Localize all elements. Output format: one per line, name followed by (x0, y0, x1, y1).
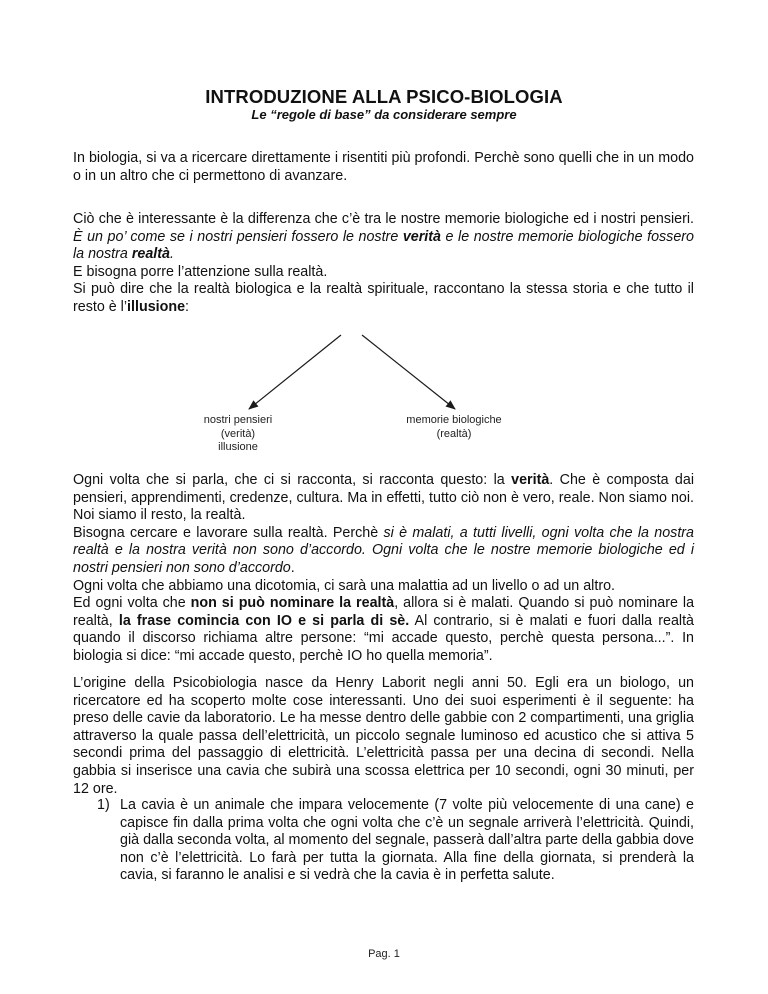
text-run: , allora si è malati. Quando si può nominare la realtà, (73, 595, 695, 629)
node-label-line: (realtà) (436, 427, 472, 440)
text-run: Bisogna cercare e lavorare sulla realtà. Perchè (73, 524, 384, 541)
paragraph-memories-thoughts-text (73, 211, 694, 264)
paragraph-intro (73, 150, 694, 185)
node-label-line: (verità) (220, 427, 256, 440)
illness-sentence (73, 525, 694, 578)
list-item-number: 1) (97, 797, 110, 813)
text-run: . Che è composta dai pensieri, apprendimenti, credenze, cultura. Ma in effetti, tutto ciò non è vero, reale. Non siamo noi. Noi siamo il resto, la realtà. (73, 472, 694, 524)
arrow-left (249, 335, 341, 409)
truth-sentence (73, 472, 694, 525)
emphasis-run: la frase comincia con IO e si parla di sè. (118, 612, 410, 629)
naming-reality-sentence (73, 595, 694, 665)
emphasis-realta: realtà (131, 246, 170, 263)
italic-run: e le nostre memorie biologiche fossero la nostra (73, 228, 694, 263)
document-title: INTRODUZIONE ALLA PSICO-BIOLOGIA (205, 86, 563, 107)
italic-run: È un po’ come se i nostri pensieri fossero le nostre (73, 228, 403, 245)
italic-run: si è malati, a tutti livelli, ogni volta che la nostra realtà e la nostra verità non sono d’accordo. Ogni volta che le nostre memorie biologiche ed i nostri pensieri non sono d’accordo (73, 524, 694, 576)
document-subtitle: Le “regole di base” da considerare sempre (251, 107, 517, 122)
paragraph-laborit-text: L’origine della Psicobiologia nasce da Henry Laborit negli anni 50. Egli era un biologo, un ricercatore ed ha scoperto molte cose interessanti. Uno dei suoi esperimenti è il seguente: ha preso delle cavie da laboratorio. Le ha messe dentro delle gabbie con 2 compartimenti, una griglia attraverso la quale passa dell’elettricità, un piccolo segnale luminoso ed acustico che si attiva 5 secondi prima del passaggio di elettricità. L’elettricità passa per una decina di secondi. Nella gabbia si inserisce una cavia che subirà una scossa elettrica per 10 secondi, ogni 30 minuti, per 12 ore. (73, 675, 694, 797)
experiment-list (97, 797, 694, 885)
text-run: : (185, 298, 190, 315)
emphasis-verita: verità (511, 472, 550, 488)
dichotomy-sentence: Ogni volta che abbiamo una dicotomia, ci sarà una malattia ad un livello o ad un altro. (73, 577, 616, 594)
illusion-line (73, 281, 694, 316)
diagram-node-thoughts (178, 414, 298, 455)
node-label-line: memorie biologiche (406, 414, 502, 426)
text-run: Al contrario, si è malati e fuori dalla realtà quando il discorso richiama altre persone: “mi accade questo, perchè questa persona...”. In biologia si dice: “mi accade questo, perchè IO ho quella memoria”. (73, 612, 695, 664)
text-run: Ciò che è interessante è la differenza che c’è tra le nostre memorie biologiche ed i nostri pensieri. (73, 211, 694, 227)
node-label-line: illusione (218, 441, 258, 453)
list-item (97, 797, 694, 885)
text-run: . (290, 559, 295, 576)
paragraph-truth-reality (73, 472, 694, 666)
list-item-text: La cavia è un animale che impara velocemente (7 volte più velocemente di una cane) e capisce fin dalla prima volta che ogni volta che c’è un segnale arriverà l’elettricità. Quindi, già dalla seconda volta, al momento del segnale, passerà dall’altra parte della gabbia dove non c’è l’elettricità. Lo farà per tutta la giornata. Alla fine della giornata, si prenderà la cavia, si faranno le analisi e si vedrà che la cavia è in perfetta salute. (120, 797, 694, 884)
node-label-line: nostri pensieri (203, 414, 273, 426)
text-run: Si può dire che la realtà biologica e la realtà spirituale, raccontano la stessa storia e che tutto il resto è l’ (73, 281, 694, 315)
text-run: Ed ogni volta che (73, 595, 191, 612)
paragraph-memories-thoughts (73, 211, 694, 317)
page-number: Pag. 1 (368, 948, 400, 960)
emphasis-verita: verità (402, 228, 441, 245)
text-run: Ogni volta che si parla, che ci si racconta, si racconta questo: la (73, 472, 512, 488)
text-run: . (169, 246, 174, 263)
diagram-node-memories (384, 414, 524, 441)
arrow-right (362, 335, 455, 409)
paragraph-laborit (73, 675, 694, 798)
paragraph-intro-text: In biologia, si va a ricercare direttamente i risentiti più profondi. Perchè sono quelli che in un modo o in un altro che ci permettono di avanzare. (73, 150, 694, 184)
emphasis-run: non si può nominare la realtà (190, 595, 395, 612)
emphasis-illusione: illusione (127, 298, 186, 315)
attention-line: E bisogna porre l’attenzione sulla realtà. (73, 263, 328, 280)
